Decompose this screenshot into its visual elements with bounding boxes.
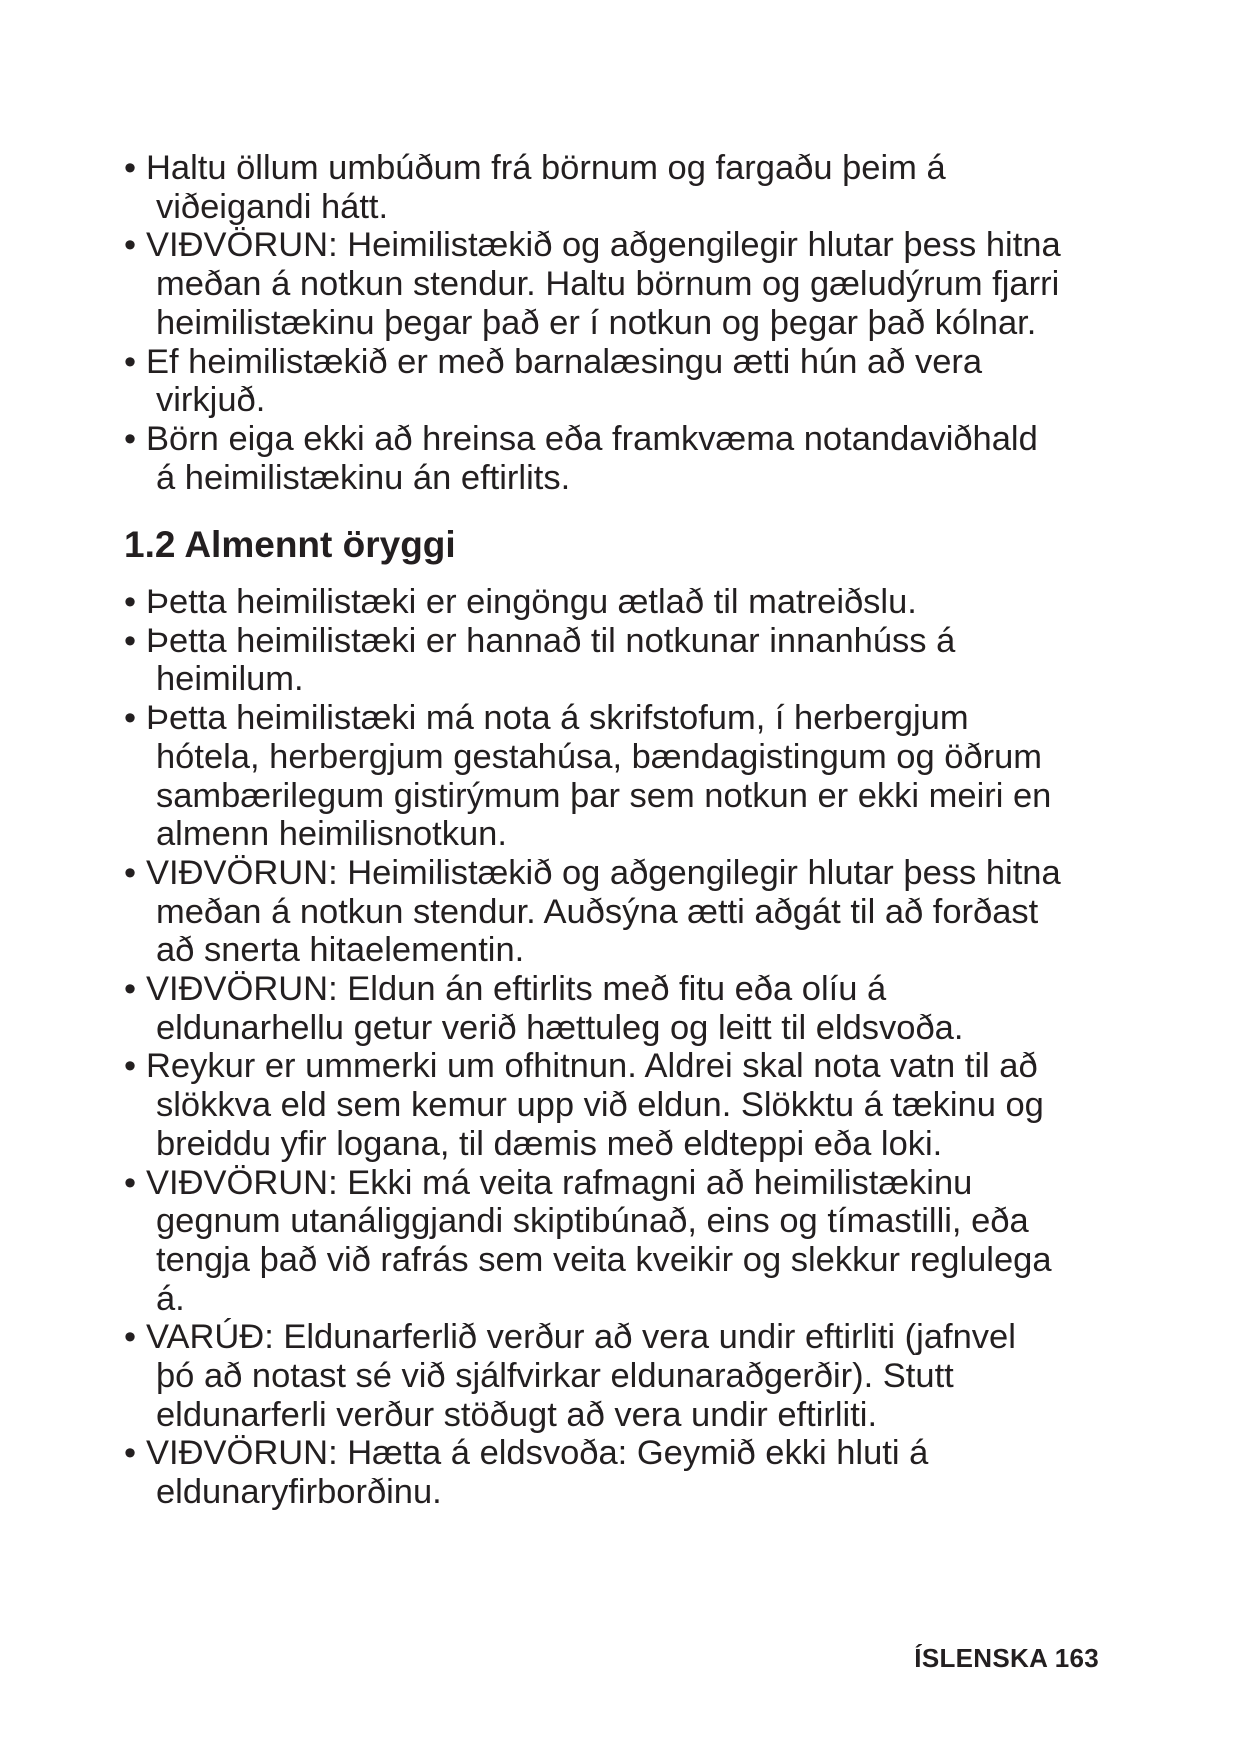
bullet-icon: • [124, 226, 137, 265]
list-item: • Þetta heimilistæki er hannað til notkunar innanhúss á heimilum. [124, 621, 956, 699]
list-item: • Þetta heimilistæki má nota á skrifstofum, í herbergjum hótela, herbergjum gestahúsa, bændagistingum og öðrum sambærilegum gistirýmum þar sem notkun er ekki meiri en almenn heimilisnotkun. [124, 699, 1052, 854]
safety-list-top [124, 149, 1124, 497]
list-item: • VARÚÐ: Eldunarferlið verður að vera undir eftirliti (jafnvel þó að notast sé við sjálfvirkar eldunaraðgerðir). Stutt eldunarferli verður stöðugt að vera undir eftirliti. [124, 1318, 1016, 1434]
bullet-icon: • [124, 419, 137, 458]
list-item: • VIÐVÖRUN: Hætta á eldsvoða: Geymið ekki hluti á eldunaryfirborðinu. [124, 1434, 929, 1512]
bullet-icon: • [124, 1163, 137, 1202]
list-item: • Haltu öllum umbúðum frá börnum og fargaðu þeim á viðeigandi hátt. [124, 149, 946, 226]
section-heading: 1.2 Almennt öryggi [124, 524, 456, 565]
list-item: • VIÐVÖRUN: Eldun án eftirlits með fitu eða olíu á eldunarhellu getur verið hættuleg og leitt til eldsvoða. [124, 970, 964, 1047]
list-item: • VIÐVÖRUN: Heimilistækið og aðgengilegir hlutar þess hitna meðan á notkun stendur. Haltu börnum og gæludýrum fjarri heimilistækinu þegar það er í notkun og þegar það kólnar. [124, 226, 1061, 342]
bullet-icon: • [124, 699, 137, 738]
bullet-icon: • [124, 583, 137, 621]
bullet-icon: • [124, 342, 137, 381]
bullet-icon: • [124, 1434, 137, 1473]
bullet-icon: • [124, 970, 137, 1009]
bullet-icon: • [124, 853, 137, 892]
list-item: • Ef heimilistækið er með barnalæsingu ætti hún að vera virkjuð. [124, 342, 983, 420]
bullet-icon: • [124, 621, 137, 660]
bullet-icon: • [124, 149, 137, 187]
page-footer: ÍSLENSKA 163 [914, 1643, 1099, 1673]
list-item: • Reykur er ummerki um ofhitnun. Aldrei skal nota vatn til að slökkva eld sem kemur upp við eldun. Slökktu á tækinu og breiddu yfir logana, til dæmis með eldteppi eða loki. [124, 1047, 1044, 1163]
general-safety-list [124, 583, 1124, 1512]
bullet-icon: • [124, 1318, 137, 1357]
list-item: • VIÐVÖRUN: Heimilistækið og aðgengilegir hlutar þess hitna meðan á notkun stendur. Auðsýna ætti aðgát til að forðast að snerta hitaelementin. [124, 853, 1061, 970]
list-item: • Þetta heimilistæki er eingöngu ætlað til matreiðslu. [124, 583, 917, 621]
list-item: • VIÐVÖRUN: Ekki má veita rafmagni að heimilistækinu gegnum utanáliggjandi skiptibúnað, eins og tímastilli, eða tengja það við rafrás sem veita kveikir og slekkur reglulega á. [124, 1163, 1052, 1318]
list-item: • Börn eiga ekki að hreinsa eða framkvæma notandaviðhald á heimilistækinu án eftirlits. [124, 419, 1038, 497]
bullet-icon: • [124, 1047, 137, 1086]
